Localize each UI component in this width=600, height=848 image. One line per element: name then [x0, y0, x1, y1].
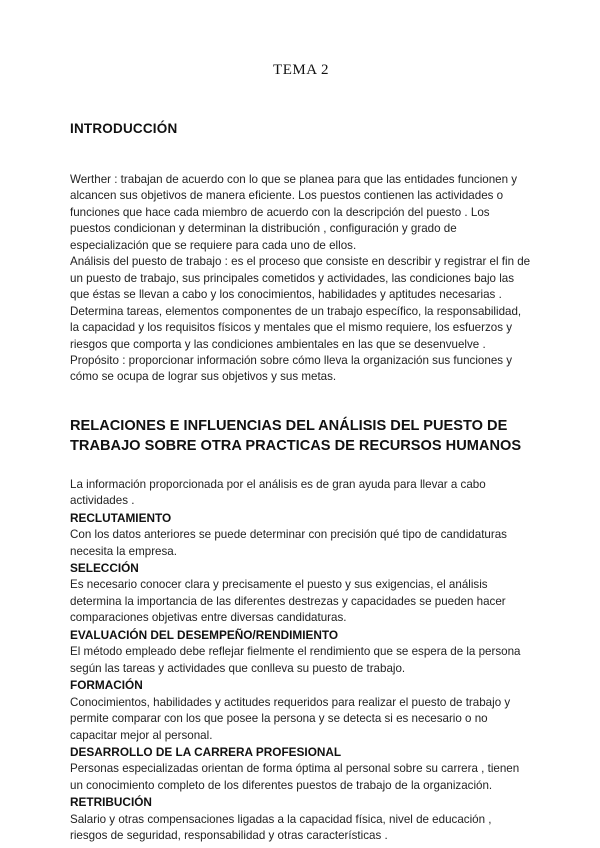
document-title: TEMA 2 — [273, 62, 329, 78]
relations-lead: La información proporcionada por el análisis es de gran ayuda para llevar a cabo actividades . — [70, 477, 486, 508]
intro-body — [70, 172, 532, 386]
section-title: RETRIBUCIÓN — [70, 795, 152, 810]
section-formacion — [70, 677, 532, 744]
paragraph-analisis: Análisis del puesto de trabajo : es el proceso que consiste en describir y registrar el fin de un puesto de trabajo, sus principales cometidos y actividades, las condiciones bajo las que éstas se llevan a cabo y los conocimientos, habilidades y aptitudes necesarias . — [70, 255, 531, 302]
section-reclutamiento — [70, 510, 532, 560]
paragraph-proposito: Propósito : proporcionar información sobre cómo lleva la organización sus funciones y cómo se ocupa de lograr sus objetivos y sus metas. — [70, 353, 513, 384]
section-evaluacion — [70, 627, 532, 677]
section-text: Es necesario conocer clara y precisamente el puesto y sus exigencias, el análisis determina la importancia de las diferentes destrezas y capacidades se pueden hacer comparaciones objetivas entre diversas candidaturas. — [70, 578, 506, 625]
relations-body — [70, 477, 532, 845]
section-text: Personas especializadas orientan de forma óptima al personal sobre su carrera , tienen un conocimiento completo de los diferentes puestos de trabajo de la organización. — [70, 762, 520, 792]
intro-heading: INTRODUCCIÓN — [70, 121, 178, 136]
paragraph-determina: Determina tareas, elementos componentes de un trabajo específico, la responsabilidad, la capacidad y los requisitos físicos y mentales que el mismo requiere, los esfuerzos y riesgos que comporta y las condiciones ambientales en las que se desenvuelve . — [70, 304, 522, 351]
section-title: EVALUACIÓN DEL DESEMPEÑO/RENDIMIENTO — [70, 627, 339, 642]
section-seleccion — [70, 560, 532, 627]
section-title: FORMACIÓN — [70, 678, 143, 693]
section-desarrollo — [70, 744, 532, 794]
section-text: El método empleado debe reflejar fielmente el rendimiento que se espera de la persona según las tareas y actividades que conlleva su puesto de trabajo. — [70, 645, 521, 675]
relations-sections — [70, 510, 532, 845]
section-text: Salario y otras compensaciones ligadas a la capacidad física, nivel de educación , riesgos de seguridad, responsabilidad y otras características . — [70, 812, 492, 843]
section-title: SELECCIÓN — [70, 561, 139, 575]
section-text: Con los datos anteriores se puede determinar con precisión qué tipo de candidaturas necesita la empresa. — [70, 528, 507, 558]
paragraph-werther: Werther : trabajan de acuerdo con lo que se planea para que las entidades funcionen y alcancen sus objetivos de manera eficiente. Los puestos contienen las actividades o funciones que hace cada miembro de acuerdo con la descripción del puesto . Los puestos condicionan y determinan la distribución , configuración y grado de especialización que se requiere para cada uno de ellos. — [70, 173, 518, 252]
section-title: DESARROLLO DE LA CARRERA PROFESIONAL — [70, 744, 342, 759]
section-text: Conocimientos, habilidades y actitudes requeridos para realizar el puesto de trabajo y permite comparar con los que posee la persona y se detecta si es necesario o no capacitar mejor al personal. — [70, 695, 511, 742]
relations-heading: RELACIONES E INFLUENCIAS DEL ANÁLISIS DEL PUESTO DE TRABAJO SOBRE OTRA PRACTICAS DE RECURSOS HUMANOS — [70, 417, 522, 455]
section-retribucion — [70, 794, 532, 844]
section-title: RECLUTAMIENTO — [70, 510, 172, 525]
